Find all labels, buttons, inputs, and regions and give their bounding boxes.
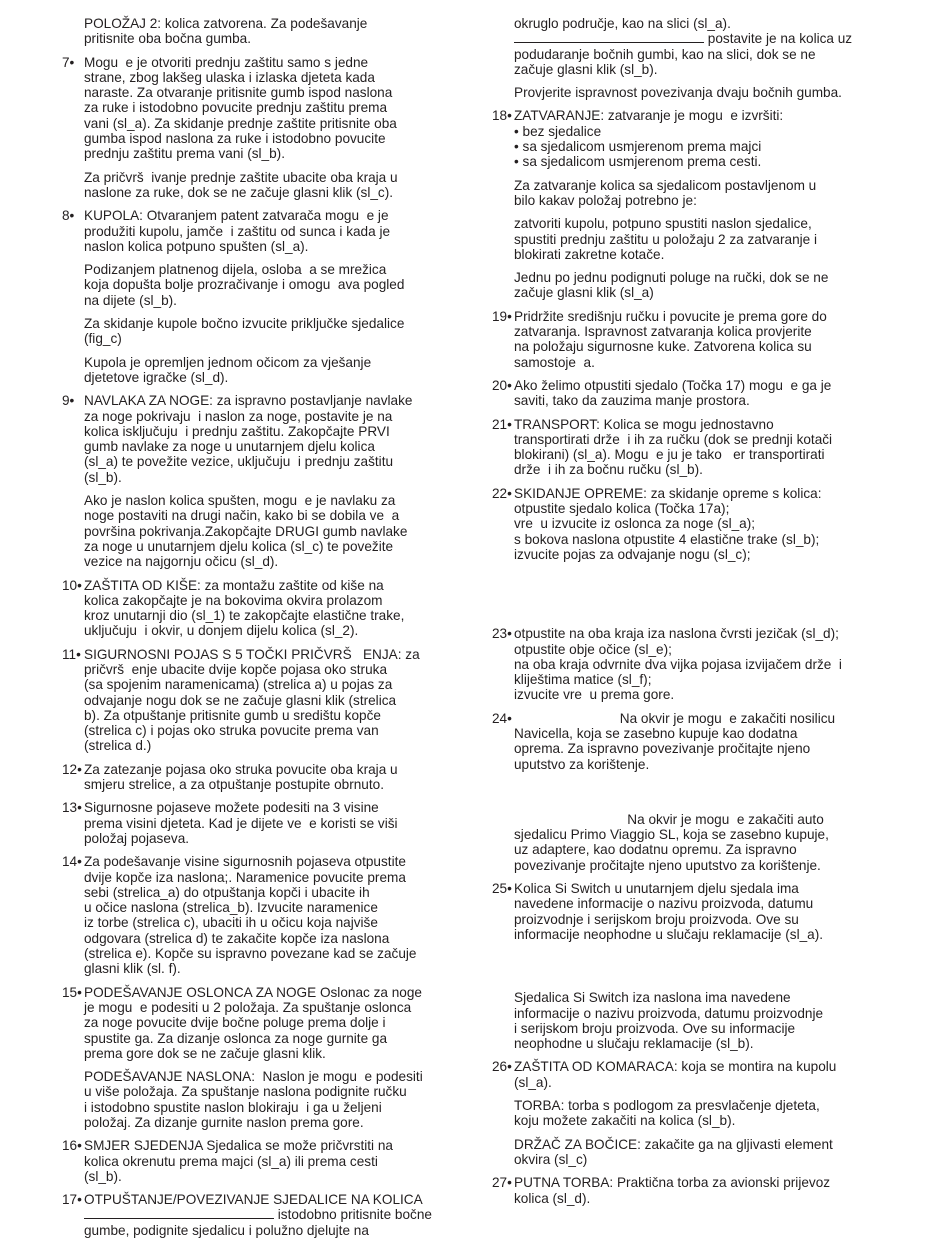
text-line: (fig_c) <box>84 331 122 347</box>
text-line: (sa spojenim naramenicama) (strelica a) u pojas za <box>84 677 393 693</box>
text-line: naslon kolica potpuno spušten (sl_a). <box>84 238 309 254</box>
text-line: Navicella, koja se zasebno kupuje kao dodatna <box>514 725 798 741</box>
fill-in-blank <box>514 31 704 43</box>
text-line: Kolica Si Switch u unutarnjem djelu sjedala ima <box>514 881 799 897</box>
text-line: koju možete zakačiti na kolica (sl_b). <box>514 1113 736 1129</box>
text-line: pričvrš enje ubacite dvije kopče pojasa oko struka <box>84 661 387 677</box>
text-line: Jednu po jednu podignuti poluge na ručki, dok se ne <box>514 270 829 286</box>
text-line: ZATVARANJE: zatvaranje je mogu e izvršiti: <box>514 108 784 124</box>
text-line: i serijskom broju proizvoda. Ove su informacije <box>514 1020 796 1036</box>
text-line: noge postaviti na drugi način, kako bi se dobila ve a <box>84 508 400 524</box>
text-line: izvucite pojas za odvajanje nogu (sl_c); <box>514 546 751 562</box>
list-item <box>62 800 458 846</box>
text-line: (strelica d.) <box>84 738 152 754</box>
text-line: za ruke i istodobno povucite prednju zaštitu prema <box>84 100 388 116</box>
text-line: spustite ga. Za dizanje oslonca za noge gurnite ga <box>84 1030 388 1046</box>
text-line: pritisnite oba bočna gumba. <box>84 31 252 47</box>
list-item <box>492 1059 902 1090</box>
list-item <box>492 108 902 169</box>
paragraph <box>492 812 902 873</box>
list-item <box>492 378 902 409</box>
text-line: Sjedalica Si Switch iza naslona ima navedene <box>514 990 791 1006</box>
text-line: položaj. Za dizanje gurnite naslon prema gore. <box>84 1115 364 1130</box>
text-line: spustiti prednju zaštitu u položaju 2 za zatvaranje i <box>514 231 818 247</box>
text-line: Za pričvrš ivanje prednje zaštite ubacite oba kraja u <box>84 169 398 185</box>
text-line: strane, zbog lakšeg ulaska i izlaska djeteta kada <box>84 69 375 85</box>
list-item <box>492 309 902 370</box>
text-line: (sl_a) te povežite vezice, uključuju i prednju zaštitu <box>84 454 394 470</box>
text-line: PUTNA TORBA: Praktična torba za avionski prijevoz <box>514 1175 831 1191</box>
text-line: • sa sjedalicom usmjerenom prema cesti. <box>514 154 762 170</box>
list-item <box>62 578 458 639</box>
text-line: informacije neophodne u slučaju reklamacije (sl_a). <box>514 926 824 942</box>
text-line: blokirani) (sl_a). Mogu e ju je tako er transportirati <box>514 447 825 463</box>
text-line: • bez sjedalice <box>514 123 602 139</box>
text-line: na položaju sigurnosne kuke. Zatvorena kolica su <box>514 339 812 355</box>
text-line: za noge u unutarnjem djelu kolica (sl_c) te povežite <box>84 538 394 554</box>
text-line: PODEŠAVANJE NASLONA: Naslon je mogu e podesiti <box>84 1069 423 1085</box>
item-number: 8• <box>62 208 75 224</box>
paragraph <box>492 270 902 301</box>
text-line: otpustite sjedalo kolica (Točka 17a); <box>514 501 730 517</box>
text-line: transportirati drže i ih za ručku (dok se prednji kotači <box>514 431 833 447</box>
text-line: neophodne u slučaju reklamacije (sl_b). <box>514 1036 754 1052</box>
text-line: • sa sjedalicom usmjerenom prema majci <box>514 139 762 155</box>
text-line: položaj pojaseva. <box>84 830 190 846</box>
item-number: 7• <box>62 54 75 70</box>
text-line: dvije kopče iza naslona;. Naramenice povucite prema <box>84 869 406 885</box>
list-item <box>492 486 902 562</box>
text-line: i istodobno spustite naslon blokiraju i ga u željeni <box>84 1099 382 1115</box>
text-line: koja dopušta bolje prozračivanje i omogu ava pogled <box>84 277 405 293</box>
text-line: uključuju i okvir, u donjem dijelu kolica (sl_2). <box>84 623 359 639</box>
paragraph <box>62 355 458 386</box>
list-item <box>492 711 902 772</box>
paragraph <box>492 216 902 262</box>
text-line: u očice naslona (strelica_b). Izvucite naramenice <box>84 900 378 916</box>
text-line: povezivanje pročitajte njeno uputstvo za korištenje. <box>514 857 821 873</box>
list-item <box>62 762 458 793</box>
text-line: odgovara (strelica d) te zakačite kopče iza naslona <box>84 930 390 946</box>
text-line: Za zatvaranje kolica sa sjedalicom postavljenom u <box>514 177 817 193</box>
text-line: za noge povucite dvije bočne poluge prema dolje i <box>84 1015 386 1031</box>
text-line: zatvoriti kupolu, potpuno spustiti naslon sjedalice, <box>514 216 812 232</box>
text-line: (strelica e). Kopče su ispravno povezane kad se začuje <box>84 946 417 962</box>
text-line: PODEŠAVANJE OSLONCA ZA NOGE Oslonac za noge <box>84 984 422 1000</box>
text-line: kliještima matice (sl_f); <box>514 672 652 688</box>
text-line: površina pokrivanja.Zakopčajte DRUGI gumb navlake <box>84 523 408 539</box>
text-line: bilo kakav položaj potrebno je: <box>514 192 697 208</box>
list-item <box>492 881 902 942</box>
text-line: TORBA: torba s podlogom za presvlačenje djeteta, <box>514 1098 820 1114</box>
text-line: NAVLAKA ZA NOGE: za ispravno postavljanje navlake <box>84 393 413 409</box>
text-line: podudaranje bočnih gumbi, kao na slici, dok se ne <box>514 46 816 62</box>
paragraph <box>492 1098 902 1129</box>
item-number: 10• <box>62 577 82 593</box>
list-item <box>62 55 458 162</box>
text-line: začuje glasni klik (sl_a) <box>514 285 654 301</box>
text-line: otpustite obje očice (sl_e); <box>514 641 672 657</box>
item-number: 27• <box>492 1175 512 1191</box>
text-line: sjedalicu Primo Viaggio SL, koja se zasebno kupuje, <box>514 827 829 843</box>
item-number: 11• <box>62 646 81 662</box>
text-line: zatvaranja. Ispravnost zatvaranja kolica provjerite <box>514 324 812 340</box>
text-line: s bokova naslona otpustite 4 elastične trake (sl_b); <box>514 531 820 547</box>
item-number: 14• <box>62 854 82 870</box>
text-line: kolica zakopčajte je na bokovima okvira prolazom <box>84 592 383 608</box>
text-line: gumba ispod naslona za ruke i istodobno povucite <box>84 131 386 147</box>
text-line: SIGURNOSNI POJAS S 5 TOČKI PRIČVRŠ ENJA: za <box>84 646 420 662</box>
list-item <box>492 626 902 702</box>
item-number: 17• <box>62 1192 82 1208</box>
text-line: Za zatezanje pojasa oko struka povucite oba kraja u <box>84 761 398 777</box>
list-item <box>492 417 902 478</box>
text-line: okvira (sl_c) <box>514 1151 588 1167</box>
text-line: na dijete (sl_b). <box>84 292 177 308</box>
text-line: (sl_b). <box>84 469 122 485</box>
item-number: 21• <box>492 416 512 432</box>
text-line: vre u izvucite iz oslonca za noge (sl_a); <box>514 516 756 532</box>
text-line: prednju zaštitu prema vani (sl_b). <box>84 146 285 162</box>
text-line: izvucite vre u prema gore. <box>514 687 675 703</box>
text-line: navedene informacije o nazivu proizvoda, datumu <box>514 896 814 912</box>
text-line: TRANSPORT: Kolica se mogu jednostavno <box>514 416 774 432</box>
paragraph <box>62 493 458 569</box>
text-line: b). Za otpuštanje pritisnite gumb u središtu kopče <box>84 707 381 723</box>
text-line: informacije o nazivu proizvoda, datumu proizvodnje <box>514 1005 824 1021</box>
text-line: Podizanjem platnenog dijela, osloba a se mrežica <box>84 262 387 278</box>
item-number: 25• <box>492 881 512 897</box>
left-column <box>62 16 458 1246</box>
item-number: 22• <box>492 485 512 501</box>
text-line: glasni klik (sl. f). <box>84 961 181 977</box>
item-number: 23• <box>492 626 512 642</box>
paragraph <box>62 1069 458 1130</box>
right-column <box>492 16 902 1214</box>
paragraph <box>492 178 902 209</box>
item-number: 19• <box>492 308 512 324</box>
text-line: odvajanje nogu dok se ne začuje glasni klik (strelica <box>84 692 397 708</box>
text-line: prema gore dok se ne začuje glasni klik. <box>84 1045 326 1061</box>
text-line: Za skidanje kupole bočno izvucite priključke sjedalice <box>84 316 405 332</box>
text-line: naslone za ruke, dok se ne začuje glasni klik (sl_c). <box>84 184 394 200</box>
text-line: Pridržite središnju ručku i povucite je prema gore do <box>514 308 827 324</box>
text-line: drže i ih za bočnu ručku (sl_b). <box>514 462 703 478</box>
paragraph <box>492 990 902 1051</box>
list-item <box>62 1192 458 1238</box>
text-line: SKIDANJE OPREME: za skidanje opreme s kolica: <box>514 485 822 501</box>
item-number: 13• <box>62 800 82 816</box>
text-line: Ako je naslon kolica spušten, mogu e je navlaku za <box>84 493 396 509</box>
text-line: naraste. Za otvaranje pritisnite gumb ispod naslona <box>84 85 393 101</box>
text-line-with-blank <box>84 1207 458 1222</box>
text-line: u više položaja. Za spuštanje naslona podignite ručku <box>84 1084 407 1100</box>
text-line: otpustite na oba kraja iza naslona čvrsti jezičak (sl_d); <box>514 626 839 642</box>
list-item <box>62 985 458 1061</box>
text-line: vani (sl_a). Za skidanje prednje zaštite pritisnite oba <box>84 115 397 131</box>
text-line: POLOŽAJ 2: kolica zatvorena. Za podešavanje <box>84 16 368 31</box>
text-line: KUPOLA: Otvaranjem patent zatvarača mogu e je <box>84 208 389 224</box>
paragraph <box>62 316 458 347</box>
item-number: 9• <box>62 393 75 409</box>
text-line: uputstvo za korištenje. <box>514 756 650 772</box>
text-line: proizvodnje i serijskom broju proizvoda. Ove su <box>514 911 799 927</box>
text-after-blank: istodobno pritisnite bočne <box>274 1207 432 1223</box>
text-line: produžiti kupolu, jamče i zaštitu od sunca i kada je <box>84 223 391 239</box>
text-line: Mogu e je otvoriti prednju zaštitu samo s jedne <box>84 54 369 70</box>
text-line: gumb navlake za noge u unutarnjem djelu kolica <box>84 439 375 455</box>
list-item <box>62 1138 458 1184</box>
text-line: djetetove igračke (sl_d). <box>84 369 229 385</box>
text-line: kolica okrenutu prema majci (sl_a) ili prema cesti <box>84 1153 378 1169</box>
text-after-blank: postavite je na kolica uz <box>704 31 853 47</box>
paragraph <box>492 85 902 100</box>
text-line: DRŽAČ ZA BOČICE: zakačite ga na gljivasti element <box>514 1136 833 1152</box>
paragraph <box>492 16 902 77</box>
item-number: 12• <box>62 761 82 777</box>
text-line: ZAŠTITA OD KOMARACA: koja se montira na kupolu <box>514 1059 837 1075</box>
text-line: (sl_b). <box>84 1168 122 1184</box>
text-line: samostoje a. <box>514 354 595 370</box>
text-line: (sl_a). <box>514 1074 552 1090</box>
paragraph <box>62 16 458 47</box>
text-line: kolica (sl_d). <box>514 1190 591 1206</box>
text-line: (strelica c) i pojas oko struka povucite prema van <box>84 723 379 739</box>
text-line: Provjerite ispravnost povezivanja dvaju bočnih gumba. <box>514 85 842 101</box>
text-line: smjeru strelice, a za otpuštanje postupite obrnuto. <box>84 777 384 793</box>
text-line: na oba kraja odvrnite dva vijka pojasa izvijačem drže i <box>514 656 842 672</box>
text-line: za noge pokrivaju i naslon za noge, postavite je na <box>84 408 393 424</box>
paragraph <box>62 170 458 201</box>
text-line: blokirati zakretne kotače. <box>514 246 665 262</box>
text-line: Kupola je opremljen jednom očicom za vješanje <box>84 354 372 370</box>
item-number: 26• <box>492 1059 512 1075</box>
text-line: iz torbe (strelica c), ubaciti ih u očicu koja najviše <box>84 915 378 931</box>
text-line: začuje glasni klik (sl_b). <box>514 61 658 77</box>
text-line: prema visini djeteta. Kad je dijete ve e koristi se viši <box>84 815 398 831</box>
text-line: Na okvir je mogu e zakačiti auto <box>514 811 824 827</box>
text-line: SMJER SJEDENJA Sjedalica se može pričvrstiti na <box>84 1138 393 1154</box>
text-line: je mogu e podesiti u 2 položaja. Za spuštanje oslonca <box>84 999 412 1015</box>
list-item <box>62 393 458 485</box>
text-line: Ako želimo otpustiti sjedalo (Točka 17) mogu e ga je <box>514 377 832 393</box>
item-number: 16• <box>62 1138 82 1154</box>
text-line: vezice na najgornju očicu (sl_d). <box>84 554 279 570</box>
text-line: ZAŠTITA OD KIŠE: za montažu zaštite od kiše na <box>84 577 384 593</box>
text-line: gumbe, podignite sjedalicu i polužno djelujte na <box>84 1222 369 1238</box>
text-line: Sigurnosne pojaseve možete podesiti na 3 visine <box>84 800 379 816</box>
text-line: Za podešavanje visine sigurnosnih pojaseva otpustite <box>84 854 406 870</box>
text-line: Na okvir je mogu e zakačiti nosilicu <box>514 710 836 726</box>
fill-in-blank <box>84 1207 274 1219</box>
list-item <box>62 208 458 254</box>
text-line: kolica isključuju i prednju zaštitu. Zakopčajte PRVI <box>84 423 390 439</box>
item-number: 18• <box>492 108 512 124</box>
text-line: saviti, tako da zauzima manje prostora. <box>514 393 750 409</box>
list-item <box>492 1175 902 1206</box>
item-number: 24• <box>492 710 512 726</box>
text-line: uz adaptere, kao dodatnu opremu. Za ispravno <box>514 842 797 858</box>
text-line: kroz unutarnji dio (sl_1) te zakopčajte elastične trake, <box>84 608 405 624</box>
text-line: sebi (strelica_a) do otpuštanja kopči i ubacite ih <box>84 884 370 900</box>
paragraph <box>62 262 458 308</box>
item-number: 20• <box>492 377 512 393</box>
list-item <box>62 854 458 976</box>
text-line: oprema. Za ispravno povezivanje pročitajte njeno <box>514 741 811 757</box>
item-number: 15• <box>62 984 82 1000</box>
text-line: OTPUŠTANJE/POVEZIVANJE SJEDALICE NA KOLICA <box>84 1192 423 1208</box>
text-line: okruglo područje, kao na slici (sl_a). <box>514 16 731 31</box>
list-item <box>62 647 458 754</box>
paragraph <box>492 1137 902 1168</box>
text-line-with-blank <box>514 31 902 46</box>
